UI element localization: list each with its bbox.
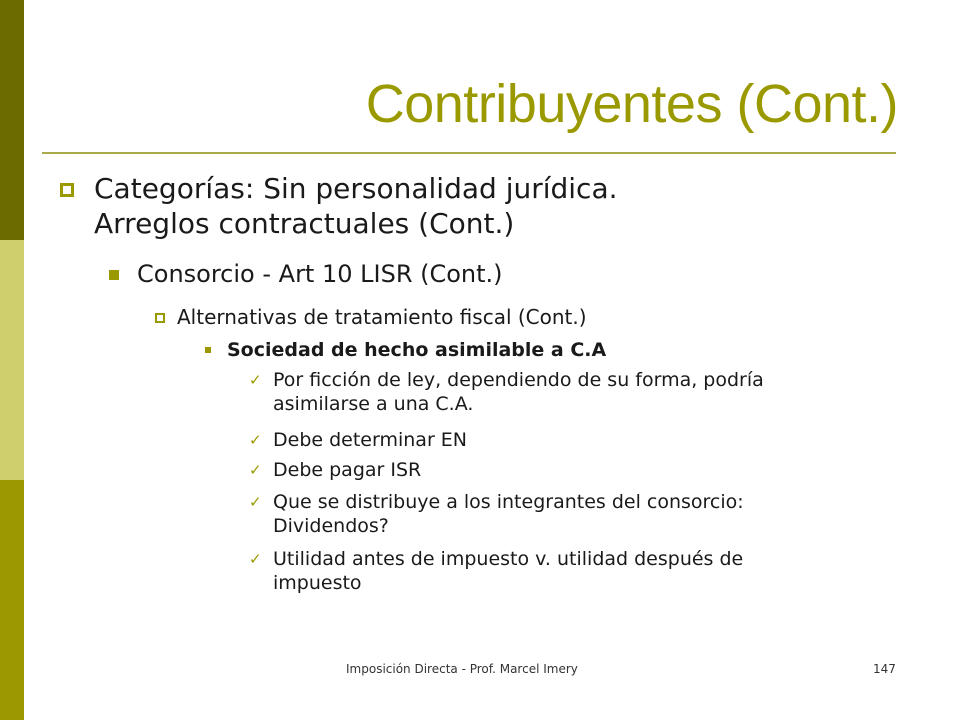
bullet-level1-line1: Categorías: Sin personalidad jurídica. [94,172,618,205]
small-hollow-square-icon [155,313,165,323]
side-bar-dark-segment [0,0,24,240]
bullet-level4 [227,338,606,362]
side-color-bar [0,0,24,720]
check-item-line2: asimilarse a una C.A. [273,393,474,415]
checkmark-icon: ✓ [249,493,262,511]
checkmark-icon: ✓ [249,371,262,389]
hollow-square-icon [60,183,74,197]
checkmark-icon: ✓ [249,550,262,568]
page-number: 147 [873,662,896,676]
check-item [249,458,422,482]
slide-title: Contribuyentes (Cont.) [365,74,898,134]
check-item-line2: Dividendos? [273,515,389,537]
check-item-line1: Utilidad antes de impuesto v. utilidad después de [273,548,744,570]
check-item [249,547,744,595]
check-item-line1: Por ficción de ley, dependiendo de su forma, podría [273,369,764,391]
small-filled-square-icon [205,347,211,353]
footer-text: Imposición Directa - Prof. Marcel Imery [346,662,578,676]
check-item [249,368,764,416]
check-item-line1: Que se distribuye a los integrantes del consorcio: [273,491,744,513]
bullet-level4-text: Sociedad de hecho asimilable a C.A [227,339,607,361]
bullet-level2-text: Consorcio - Art 10 LISR (Cont.) [137,260,503,288]
bullet-level3 [177,304,587,330]
checkmark-icon: ✓ [249,431,262,449]
bullet-level2 [137,259,503,289]
check-item [249,490,744,538]
bullet-level3-text: Alternativas de tratamiento fiscal (Cont.) [177,305,587,329]
check-item-line1: Debe determinar EN [273,429,468,451]
bullet-level1-line2: Arreglos contractuales (Cont.) [94,207,515,240]
title-divider [42,152,896,154]
filled-square-icon [109,270,119,280]
check-item-line1: Debe pagar ISR [273,459,422,481]
check-item [249,428,468,452]
bullet-level1 [94,171,618,241]
side-bar-light-segment [0,240,24,480]
check-item-line2: impuesto [273,572,362,594]
side-bar-mid-segment [0,480,24,720]
checkmark-icon: ✓ [249,461,262,479]
